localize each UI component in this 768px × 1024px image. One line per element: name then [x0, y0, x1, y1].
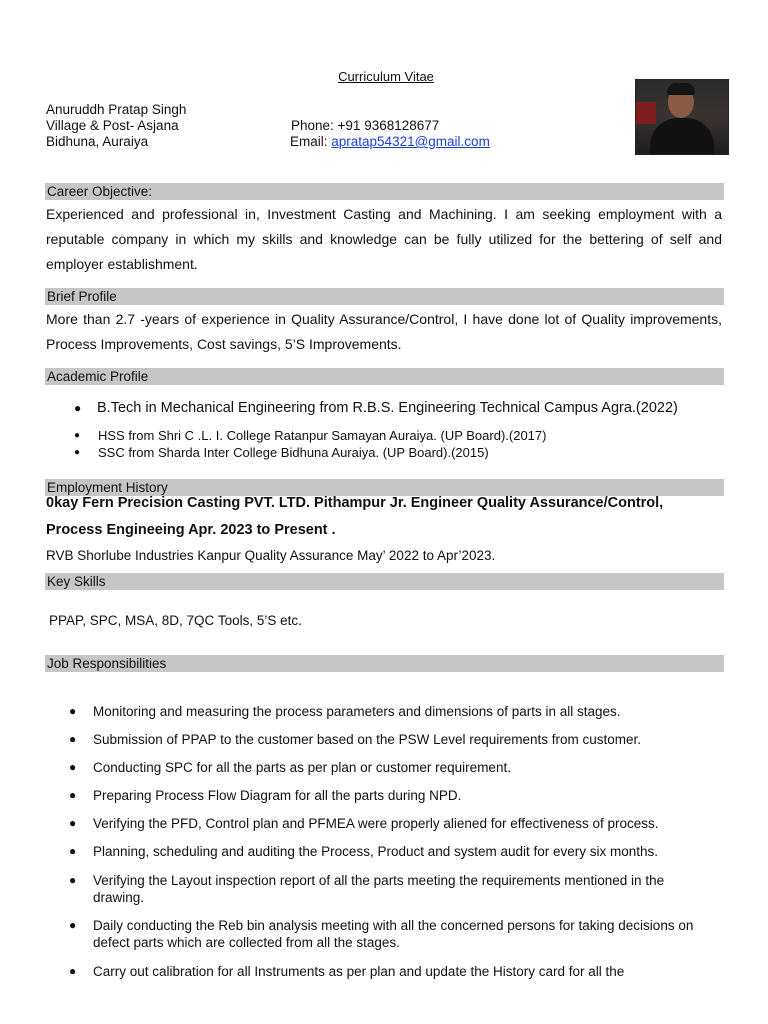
employment-history-heading: Employment History: [45, 479, 724, 496]
bullet: ●: [69, 964, 77, 978]
current-employment-line-1: 0kay Fern Precision Casting PVT. LTD. Pithampur Jr. Engineer Quality Assurance/Control,: [46, 495, 664, 511]
email-row: [290, 134, 490, 149]
list-item: Submission of PPAP to the customer based on the PSW Level requirements from customer.: [93, 732, 642, 747]
bullet: ●: [69, 704, 77, 718]
brief-profile-heading: Brief Profile: [45, 288, 724, 305]
address-line-2: Bidhuna, Auraiya: [46, 134, 149, 149]
bullet: ●: [69, 918, 77, 932]
bullet: ●: [69, 873, 77, 887]
academic-profile-heading: Academic Profile: [45, 368, 724, 385]
bullet: ●: [74, 447, 81, 458]
list-item: Daily conducting the Reb bin analysis meeting with all the concerned persons for taking decisions on defect parts which are collected from all the stages.: [93, 918, 694, 950]
previous-employment: RVB Shorlube Industries Kanpur Quality Assurance May’ 2022 to Apr’2023.: [46, 548, 496, 563]
email-link[interactable]: apratap54321@gmail.com: [331, 134, 490, 149]
key-skills-heading: Key Skills: [45, 573, 724, 590]
bullet: ●: [69, 788, 77, 802]
key-skills-text: PPAP, SPC, MSA, 8D, 7QC Tools, 5’S etc.: [49, 613, 302, 628]
academic-item: B.Tech in Mechanical Engineering from R.B.S. Engineering Technical Campus Agra.(2022): [97, 400, 678, 416]
bullet: ●: [69, 816, 77, 830]
academic-item: SSC from Sharda Inter College Bidhuna Auraiya. (UP Board).(2015): [98, 445, 489, 460]
list-item: Verifying the Layout inspection report of all the parts meeting the requirements mentioned in the drawing.: [93, 873, 665, 905]
document-title: Curriculum Vitae: [338, 69, 434, 84]
address-line-1: Village & Post- Asjana: [46, 118, 179, 133]
email-label: Email:: [290, 134, 332, 149]
list-item: Preparing Process Flow Diagram for all the parts during NPD.: [93, 788, 462, 803]
career-objective-heading: Career Objective:: [45, 183, 724, 200]
bullet: ●: [69, 760, 77, 774]
academic-item: HSS from Shri C .L. I. College Ratanpur Samayan Auraiya. (UP Board).(2017): [98, 428, 547, 443]
list-item: Conducting SPC for all the parts as per plan or customer requirement.: [93, 760, 511, 775]
list-item: Verifying the PFD, Control plan and PFMEA were properly aliened for effectiveness of process.: [93, 816, 659, 831]
bullet: ●: [74, 430, 81, 441]
list-item: Carry out calibration for all Instruments as per plan and update the History card for all the: [93, 964, 625, 979]
profile-photo: [635, 79, 729, 155]
job-responsibilities-heading: Job Responsibilities: [45, 655, 724, 672]
phone: Phone: +91 9368128677: [291, 118, 440, 133]
list-item: Planning, scheduling and auditing the Process, Product and system audit for every six months.: [93, 844, 659, 859]
bullet: ●: [69, 732, 77, 746]
bullet: ●: [74, 401, 82, 415]
bullet: ●: [69, 844, 77, 858]
current-employment-line-2: Process Engineeing Apr. 2023 to Present .: [46, 522, 336, 538]
list-item: Monitoring and measuring the process parameters and dimensions of parts in all stages.: [93, 704, 621, 719]
candidate-name: Anuruddh Pratap Singh: [46, 102, 187, 117]
brief-profile-text: More than 2.7 -years of experience in Quality Assurance/Control, I have done lot of Quality improvements, Process Improvements, Cost savings, 5’S Improvements.: [46, 311, 722, 352]
career-objective-text: Experienced and professional in, Investment Casting and Machining. I am seeking employment with a reputable company in which my skills and knowledge can be fully utilized for the bettering of self and employer establishment.: [46, 206, 722, 272]
